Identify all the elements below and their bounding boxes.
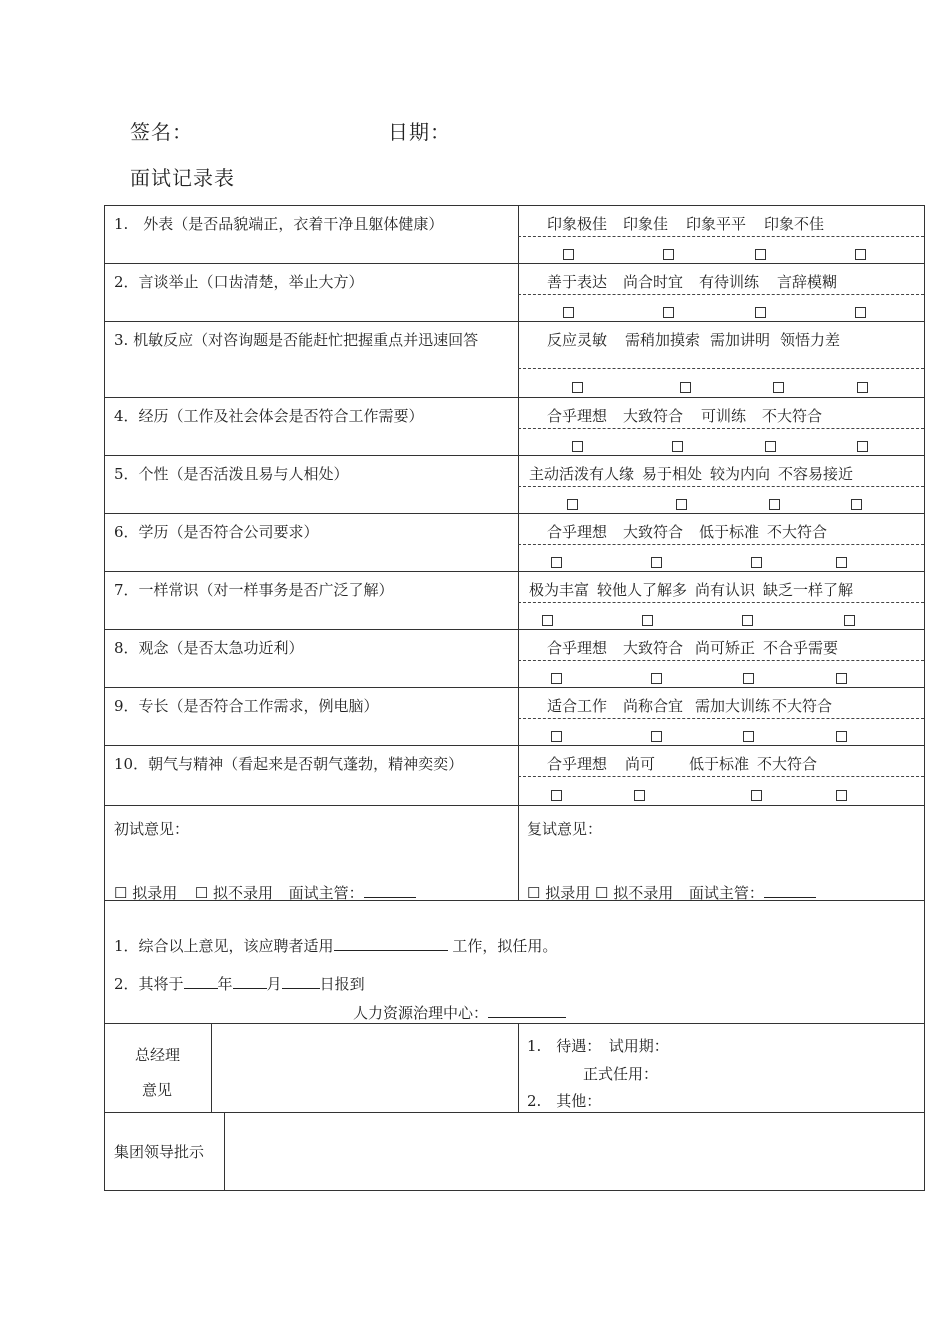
gm-label-2: 意见 [142, 1081, 173, 1099]
rating-checkbox[interactable] [836, 731, 847, 742]
rating-checkbox[interactable] [836, 557, 847, 568]
rating-checkbox[interactable] [572, 382, 583, 393]
group-row [104, 1112, 925, 1191]
option-labels [527, 273, 837, 292]
option-label: 大致符合 [623, 523, 684, 541]
option-label: 反应灵敏 [547, 331, 608, 349]
nohire-checkbox[interactable]: ☐ [595, 884, 609, 902]
option-label: 有待训练 [699, 273, 760, 291]
supervisor-signature-field[interactable] [364, 883, 416, 898]
rating-checkbox[interactable] [773, 382, 784, 393]
rating-checkbox[interactable] [742, 615, 753, 626]
gm-row [104, 1023, 925, 1113]
rating-checkbox[interactable] [855, 249, 866, 260]
criterion-row [104, 745, 925, 806]
month-label: 月 [266, 975, 282, 993]
option-labels [527, 581, 853, 600]
summary-text: 2．其将于 [114, 975, 184, 993]
rating-checkbox[interactable] [672, 441, 683, 452]
option-label: 低于标准 [699, 523, 760, 541]
summary-text: 1．综合以上意见，该应聘者适用 [114, 937, 334, 955]
rating-checkbox[interactable] [551, 731, 562, 742]
option-label: 印象不佳 [764, 215, 825, 233]
option-label: 不大符合 [762, 407, 823, 425]
criterion-row [104, 397, 925, 456]
month-field[interactable] [233, 974, 267, 989]
rating-checkbox[interactable] [563, 249, 574, 260]
nohire-label: 拟不录用 [213, 884, 274, 902]
summary-row [104, 900, 925, 1024]
rating-checkbox[interactable] [651, 731, 662, 742]
year-label: 年 [217, 975, 233, 993]
signature-label: 签名： [130, 120, 193, 144]
criterion-label: 10．朝气与精神（看起来是否朝气蓬勃，精神奕奕） [114, 755, 464, 773]
option-label: 领悟力差 [780, 331, 841, 349]
criterion-label: 7．一样常识（对一样事务是否广泛了解） [114, 581, 394, 599]
option-labels [527, 465, 853, 484]
rating-checkbox[interactable] [844, 615, 855, 626]
rating-checkbox[interactable] [663, 249, 674, 260]
option-label: 大致符合 [623, 639, 684, 657]
option-label: 不大符合 [757, 755, 818, 773]
supervisor-label: 面试主管： [688, 884, 764, 902]
rating-checkbox[interactable] [551, 673, 562, 684]
option-label: 尚称合宜 [623, 697, 684, 715]
criterion-label: 6．学历（是否符合公司要求） [114, 523, 319, 541]
rating-checkbox[interactable] [751, 557, 762, 568]
criterion-label: 4．经历（工作及社会体会是否符合工作需要） [114, 407, 424, 425]
hr-line [353, 1002, 566, 1023]
criterion-label: 5．个性（是否活泼且易与人相处） [114, 465, 349, 483]
rating-checkbox[interactable] [751, 790, 762, 801]
hire-checkbox[interactable]: ☐ [114, 884, 128, 902]
criterion-row [104, 263, 925, 322]
hire-label: 拟录用 [545, 884, 591, 902]
rating-checkbox[interactable] [769, 499, 780, 510]
option-labels [527, 697, 832, 716]
rating-checkbox[interactable] [857, 382, 868, 393]
rating-checkbox[interactable] [567, 499, 578, 510]
option-label: 印象极佳 [547, 215, 608, 233]
nohire-label: 拟不录用 [613, 884, 674, 902]
gm-label: 总经理 [135, 1046, 181, 1064]
rating-checkbox[interactable] [743, 731, 754, 742]
option-label: 不合乎需要 [763, 639, 839, 657]
rating-checkbox[interactable] [743, 673, 754, 684]
supervisor-label: 面试主管： [288, 884, 364, 902]
summary-line-1 [114, 935, 557, 956]
hr-signature-field[interactable] [488, 1003, 566, 1018]
gm-formal: 正式任用： [583, 1065, 659, 1083]
criterion-row [104, 513, 925, 572]
option-label: 需加讲明 [710, 331, 771, 349]
option-label: 合乎理想 [547, 639, 608, 657]
rating-checkbox[interactable] [563, 307, 574, 318]
option-label: 可训练 [701, 407, 747, 425]
option-label: 低于标准 [689, 755, 750, 773]
rating-checkbox[interactable] [642, 615, 653, 626]
option-label: 合乎理想 [547, 407, 608, 425]
option-label: 易于相处 [642, 465, 703, 483]
option-label: 大致符合 [623, 407, 684, 425]
rating-checkbox[interactable] [765, 441, 776, 452]
option-labels [527, 755, 817, 774]
date-label: 日期： [388, 120, 451, 144]
rating-checkbox[interactable] [851, 499, 862, 510]
option-label: 不大符合 [772, 697, 833, 715]
criterion-row [104, 205, 925, 264]
hire-checkbox[interactable]: ☐ [527, 884, 541, 902]
option-label: 善于表达 [547, 273, 608, 291]
rating-checkbox[interactable] [551, 557, 562, 568]
rating-checkbox[interactable] [755, 307, 766, 318]
criterion-row [104, 629, 925, 688]
option-label: 较为内向 [710, 465, 771, 483]
option-label: 尚合时宜 [623, 273, 684, 291]
rating-checkbox[interactable] [676, 499, 687, 510]
option-label: 言辞模糊 [777, 273, 838, 291]
option-label: 适合工作 [547, 697, 608, 715]
second-opinion-label: 复试意见： [527, 820, 603, 838]
criterion-label: 1. 外表（是否品貌端正，衣着干净且躯体健康） [114, 215, 444, 233]
criterion-row [104, 455, 925, 514]
option-label: 尚有认识 [695, 581, 756, 599]
option-label: 合乎理想 [547, 523, 608, 541]
summary-line-2 [114, 973, 365, 994]
criterion-label: 3. 机敏反应（对咨询题是否能赶忙把握重点并迅速回答 [114, 331, 479, 349]
gm-treatment: 1. 待遇： 试用期： [527, 1037, 669, 1055]
rating-checkbox[interactable] [857, 441, 868, 452]
rating-checkbox[interactable] [755, 249, 766, 260]
rating-checkbox[interactable] [572, 441, 583, 452]
rating-checkbox[interactable] [634, 790, 645, 801]
option-labels [527, 215, 824, 234]
hire-label: 拟录用 [132, 884, 178, 902]
rating-checkbox[interactable] [855, 307, 866, 318]
rating-checkbox[interactable] [836, 673, 847, 684]
rating-checkbox[interactable] [651, 673, 662, 684]
gm-other: 2. 其他： [527, 1092, 602, 1110]
option-label: 印象平平 [686, 215, 747, 233]
opinion-row [104, 805, 925, 901]
summary-text: 日报到 [319, 975, 365, 993]
criterion-label: 2．言谈举止（口齿清楚，举止大方） [114, 273, 364, 291]
rating-checkbox[interactable] [651, 557, 662, 568]
position-field[interactable] [334, 936, 448, 951]
criterion-row [104, 321, 925, 398]
rating-checkbox[interactable] [836, 790, 847, 801]
group-label: 集团领导批示 [114, 1143, 205, 1161]
rating-checkbox[interactable] [663, 307, 674, 318]
option-label: 尚可 [625, 755, 656, 773]
day-field[interactable] [282, 974, 320, 989]
rating-checkbox[interactable] [542, 615, 553, 626]
option-labels [527, 639, 838, 658]
option-labels [527, 331, 840, 350]
option-labels [527, 523, 827, 542]
option-label: 缺乏一样了解 [763, 581, 854, 599]
option-label: 不容易接近 [778, 465, 854, 483]
rating-checkbox[interactable] [680, 382, 691, 393]
year-field[interactable] [184, 974, 218, 989]
option-labels [527, 407, 822, 426]
option-label: 需稍加摸索 [625, 331, 701, 349]
supervisor-signature-field[interactable] [764, 883, 816, 898]
option-label: 极为丰富 [529, 581, 590, 599]
first-opinion-label: 初试意见： [114, 820, 190, 838]
rating-checkbox[interactable] [551, 790, 562, 801]
hr-label: 人力资源治理中心： [353, 1004, 489, 1022]
criterion-row [104, 571, 925, 630]
summary-text: 工作，拟任用。 [447, 937, 558, 955]
option-label: 较他人了解多 [597, 581, 688, 599]
criterion-label: 9．专长（是否符合工作需求，例电脑） [114, 697, 379, 715]
nohire-checkbox[interactable]: ☐ [194, 884, 209, 902]
criterion-label: 8．观念（是否太急功近利） [114, 639, 304, 657]
option-label: 印象佳 [623, 215, 669, 233]
option-label: 需加大训练 [695, 697, 771, 715]
option-label: 不大符合 [767, 523, 828, 541]
option-label: 合乎理想 [547, 755, 608, 773]
criterion-row [104, 687, 925, 746]
option-label: 尚可矫正 [695, 639, 756, 657]
option-label: 主动活泼有人缘 [529, 465, 635, 483]
form-title: 面试记录表 [130, 166, 235, 190]
